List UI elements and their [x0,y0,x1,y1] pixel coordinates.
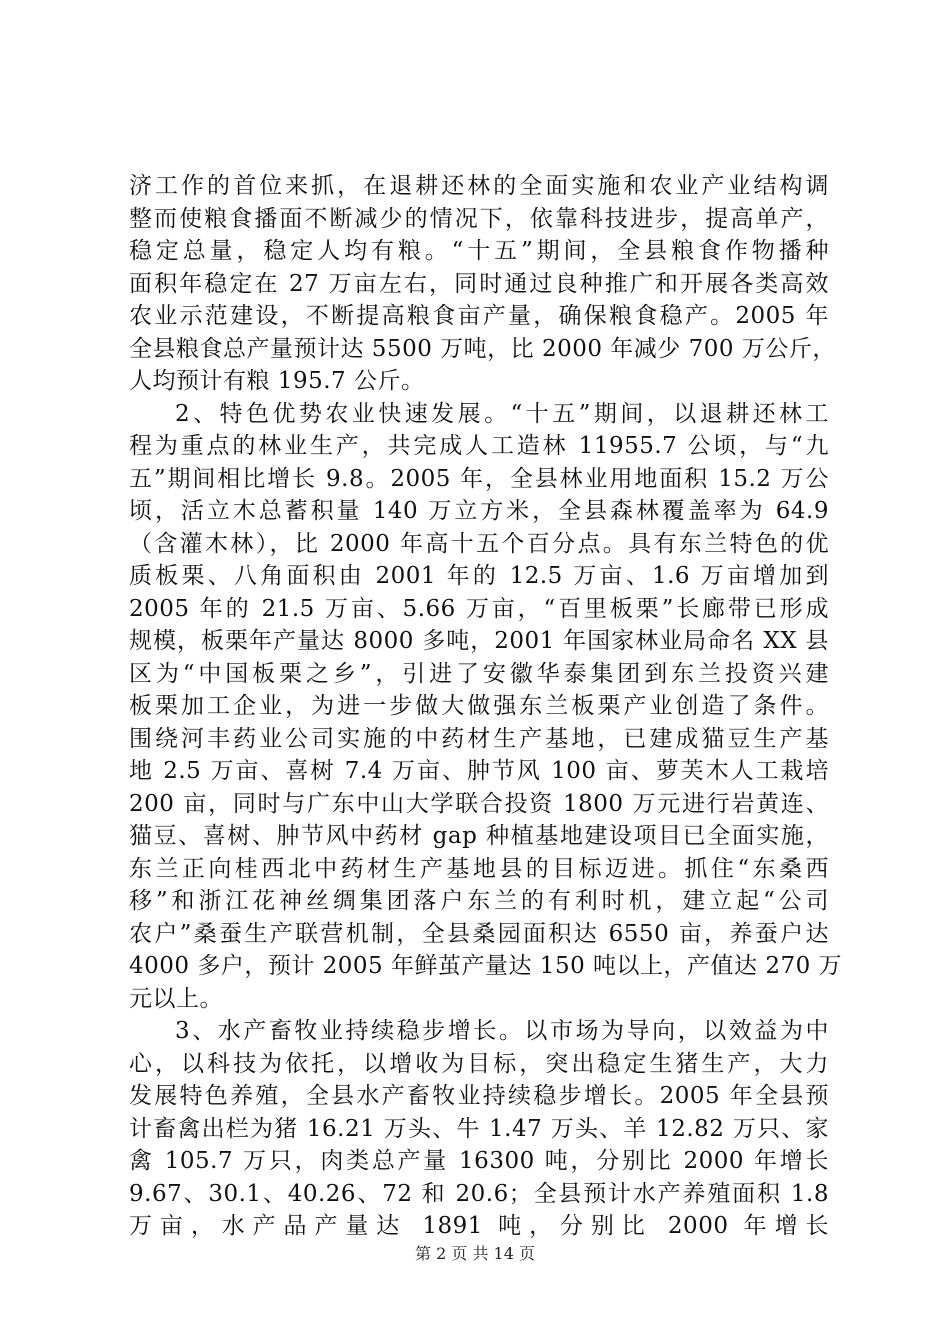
text-line: 元以上。 [129,985,223,1012]
text-line: 东兰正向桂西北中药材生产基地县的目标迈进。抓住“东桑西 [129,855,829,882]
text-line: 移”和浙江花神丝绸集团落户东兰的有利时机，建立起“公司 [129,888,829,914]
text-line: 200 亩，同时与广东中山大学联合投资 1800 万元进行岩黄连、 [129,790,829,817]
text-line: 规模，板栗年产量达 8000 多吨，2001 年国家林业局命名 XX 县 [129,628,829,654]
text-line: 板栗加工企业，为进一步做大做强东兰板栗产业创造了条件。 [129,693,829,719]
text-line: 围绕河丰药业公司实施的中药材生产基地，已建成猫豆生产基 [129,725,829,752]
text-line: 质板栗、八角面积由 2001 年的 12.5 万亩、1.6 万亩增加到 [129,563,829,589]
text-line: 人均预计有粮 195.7 公斤。 [129,368,425,394]
text-line: 济工作的首位来抓，在退耕还林的全面实施和农业产业结构调 [129,173,829,199]
text-line: 3、水产畜牧业持续稳步增长。以市场为导向，以效益为中 [175,1018,829,1044]
text-line: 计畜禽出栏为猪 16.21 万头、牛 1.47 万头、羊 12.82 万只、家 [129,1115,829,1142]
text-line: 心，以科技为依托，以增收为目标，突出稳定生猪生产，大力 [129,1050,829,1077]
text-line: 地 2.5 万亩、喜树 7.4 万亩、肿节风 100 亩、萝芙木人工栽培 [129,758,829,784]
text-line: 农业示范建设，不断提高粮食亩产量，确保粮食稳产。2005 年 [129,303,829,329]
text-line: 万亩，水产品产量达 1891 吨，分别比 2000 年增长 [129,1213,829,1239]
text-line: 9.67、30.1、40.26、72 和 20.6；全县预计水产养殖面积 1.8 [129,1180,829,1207]
text-line: 五”期间相比增长 9.8。2005 年，全县林业用地面积 15.2 万公 [129,465,829,492]
text-line: 稳定总量，稳定人均有粮。“十五”期间，全县粮食作物播种 [129,238,829,264]
text-line: 2005 年的 21.5 万亩、5.66 万亩，“百里板栗”长廊带已形成 [129,595,829,622]
text-line: 发展特色养殖，全县水产畜牧业持续稳步增长。2005 年全县预 [129,1083,829,1109]
text-line: 农户”桑蚕生产联营机制，全县桑园面积达 6550 亩，养蚕户达 [129,920,829,947]
text-line: 4000 多户，预计 2005 年鲜茧产量达 150 吨以上，产值达 270 万 [129,953,843,979]
text-line: 猫豆、喜树、肿节风中药材 gap 种植基地建设项目已全面实施， [129,823,829,849]
text-line: 面积年稳定在 27 万亩左右，同时通过良种推广和开展各类高效 [129,270,829,297]
text-line: 整而使粮食播面不断减少的情况下，依靠科技进步，提高单产， [129,205,829,232]
text-line: 顷，活立木总蓄积量 140 万立方米，全县森林覆盖率为 64.9 [129,498,829,524]
text-line: 禽 105.7 万只，肉类总产量 16300 吨，分别比 2000 年增长 [129,1148,829,1174]
page-number-footer: 第 2 页 共 14 页 [415,1244,535,1263]
text-line: （含灌木林），比 2000 年高十五个百分点。具有东兰特色的优 [129,530,829,557]
text-line: 区为“中国板栗之乡”，引进了安徽华泰集团到东兰投资兴建 [129,660,829,687]
document-body [129,170,843,1243]
text-line: 2、特色优势农业快速发展。“十五”期间，以退耕还林工 [175,400,829,427]
text-line: 全县粮食总产量预计达 5500 万吨，比 2000 年减少 700 万公斤， [129,335,836,362]
text-line: 程为重点的林业生产，共完成人工造林 11955.7 公顷，与“九 [129,433,829,459]
